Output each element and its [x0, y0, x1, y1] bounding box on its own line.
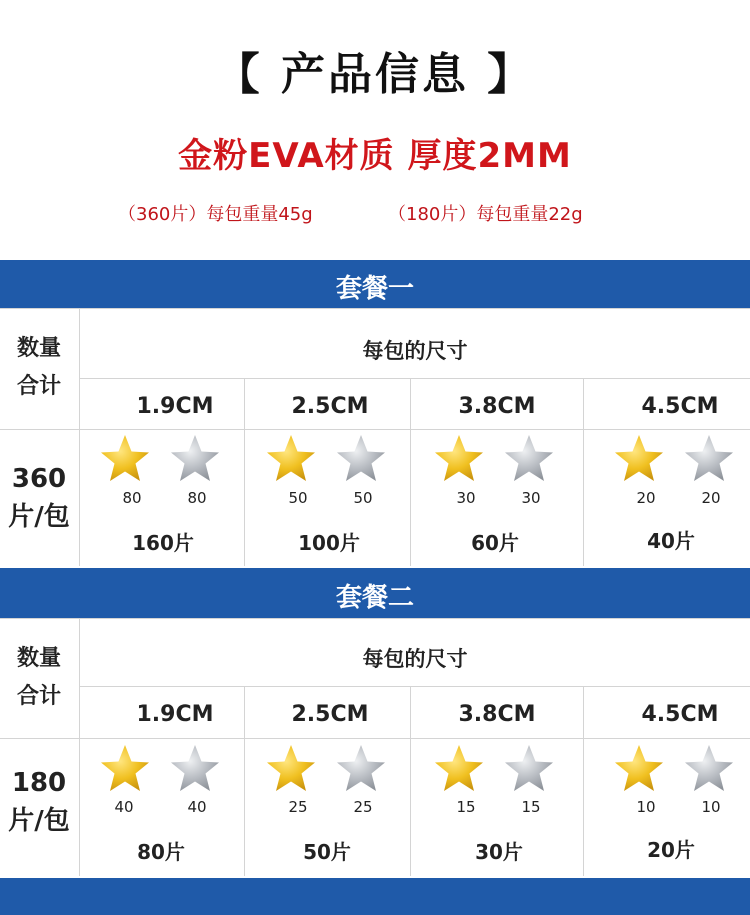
- silver-star-icon: [168, 432, 222, 486]
- total-count: 160片: [132, 531, 194, 555]
- quantity-label: 数量 合计: [16, 336, 61, 399]
- size-1-9cm: 1.9CM: [136, 702, 214, 727]
- package-band-1: [0, 260, 750, 308]
- package-title: 套餐一: [335, 274, 414, 304]
- gold-star-icon: [264, 432, 318, 486]
- total-count: 100片: [298, 531, 360, 555]
- gold-star-icon: [612, 742, 666, 796]
- silver-star-icon: [682, 432, 736, 486]
- size-3-8cm: 3.8CM: [458, 702, 536, 727]
- gold-count: 25: [288, 798, 308, 816]
- silver-star-icon: [502, 432, 556, 486]
- silver-count: 20: [701, 489, 721, 507]
- size-header: 每包的尺寸: [362, 647, 468, 671]
- silver-count: 25: [353, 798, 373, 816]
- silver-count: 10: [701, 798, 721, 816]
- gold-star-icon: [612, 432, 666, 486]
- package-band-2: [0, 568, 750, 618]
- size-header: 每包的尺寸: [362, 339, 468, 363]
- gold-star-icon: [432, 432, 486, 486]
- bottom-band: [0, 878, 750, 915]
- silver-count: 40: [187, 798, 207, 816]
- gold-count: 10: [636, 798, 656, 816]
- total-count: 20片: [647, 838, 695, 862]
- total-count: 50片: [303, 840, 351, 864]
- package-grid-1: [0, 308, 750, 566]
- gold-count: 80: [122, 489, 142, 507]
- silver-star-icon: [502, 742, 556, 796]
- silver-star-icon: [334, 742, 388, 796]
- gold-count: 50: [288, 489, 308, 507]
- package-grid-2: [0, 618, 750, 876]
- silver-star-icon: [168, 742, 222, 796]
- gold-star-icon: [98, 742, 152, 796]
- material-subtitle: 金粉EVA材质 厚度2MM: [178, 136, 572, 176]
- gold-count: 40: [114, 798, 134, 816]
- size-3-8cm: 3.8CM: [458, 394, 536, 419]
- silver-star-icon: [334, 432, 388, 486]
- gold-count: 30: [456, 489, 476, 507]
- total-count: 80片: [137, 840, 185, 864]
- silver-star-icon: [682, 742, 736, 796]
- gold-star-icon: [264, 742, 318, 796]
- package-quantity: 360 片/包: [8, 464, 70, 532]
- size-2-5cm: 2.5CM: [291, 394, 369, 419]
- weight-note-360: （360片）每包重量45g: [118, 204, 313, 225]
- silver-count: 15: [521, 798, 541, 816]
- total-count: 30片: [475, 840, 523, 864]
- size-2-5cm: 2.5CM: [291, 702, 369, 727]
- package-quantity: 180 片/包: [8, 768, 70, 836]
- total-count: 40片: [647, 529, 695, 553]
- silver-count: 30: [521, 489, 541, 507]
- package-title: 套餐二: [335, 583, 414, 613]
- silver-count: 50: [353, 489, 373, 507]
- weight-note-180: （180片）每包重量22g: [388, 204, 583, 225]
- total-count: 60片: [471, 531, 519, 555]
- quantity-label: 数量 合计: [16, 646, 61, 709]
- size-4-5cm: 4.5CM: [641, 702, 719, 727]
- gold-count: 20: [636, 489, 656, 507]
- gold-star-icon: [432, 742, 486, 796]
- silver-count: 80: [187, 489, 207, 507]
- gold-star-icon: [98, 432, 152, 486]
- page-title: 【 产品信息 】: [215, 49, 535, 100]
- size-4-5cm: 4.5CM: [641, 394, 719, 419]
- size-1-9cm: 1.9CM: [136, 394, 214, 419]
- gold-count: 15: [456, 798, 476, 816]
